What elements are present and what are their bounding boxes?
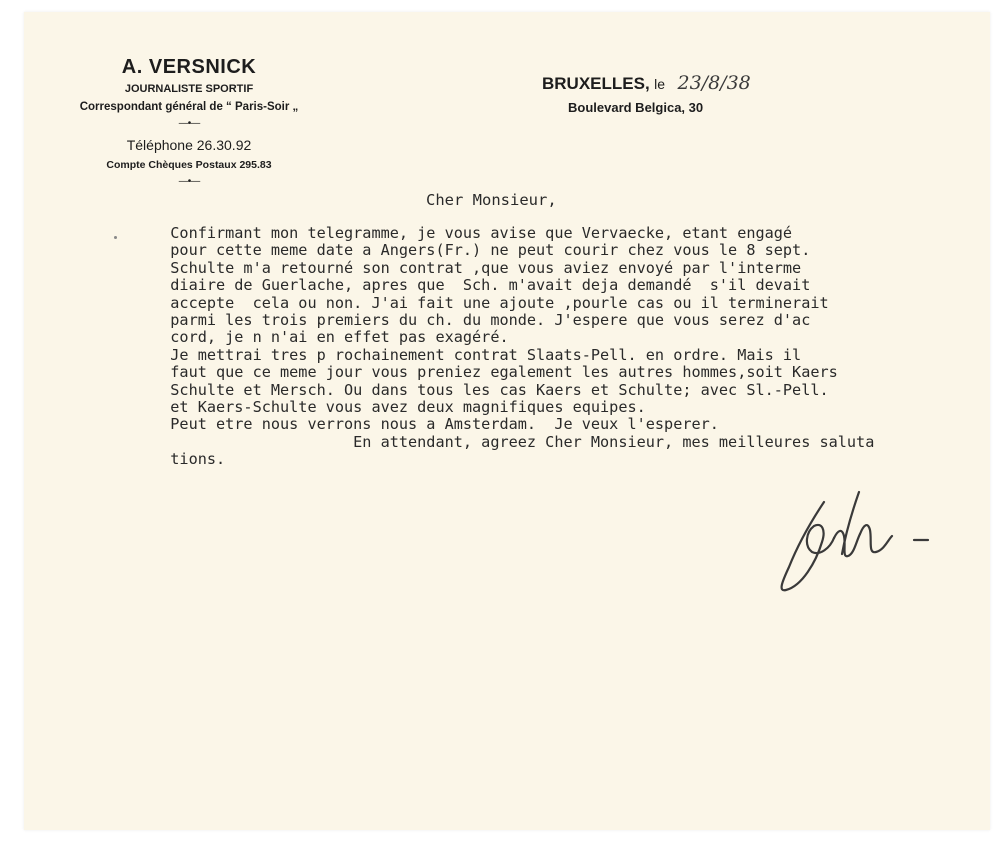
sender-name: A. VERSNICK xyxy=(121,56,257,78)
date-prefix: le xyxy=(654,76,666,92)
sender-role: JOURNALISTE SPORTIF xyxy=(124,83,254,95)
letter-line: Confirmant mon telegramme, je vous avise que Vervaecke, etant engagé xyxy=(152,224,793,242)
letter-line: et Kaers-Schulte vous avez deux magnifiques equipes. xyxy=(152,398,646,417)
letter-line: Je mettrai tres p rochainement contrat Slaats-Pell. en ordre. Mais il xyxy=(152,345,802,364)
letter-date: 23/8/38 xyxy=(677,72,751,94)
letter-line: tions. xyxy=(152,450,226,469)
sender-correspondent: Correspondant général de “ Paris-Soir „ xyxy=(79,101,299,113)
letter-sheet xyxy=(24,12,990,830)
letter-line: Peut etre nous verrons nous a Amsterdam. Je veux l'esperer. xyxy=(152,415,719,434)
sender-address: Boulevard Belgica, 30 xyxy=(568,100,704,115)
letter-line: diaire de Guerlache, apres que Sch. m'avait deja demandé s'il devait xyxy=(152,276,811,295)
letterhead-right xyxy=(542,72,751,115)
letterhead-separator-2: —•— xyxy=(178,176,200,187)
handwritten-signature xyxy=(764,482,974,602)
letter-body xyxy=(152,225,992,469)
letterhead-separator: —•— xyxy=(178,118,200,129)
sender-compte: Compte Chèques Postaux 295.83 xyxy=(106,159,272,171)
margin-dot xyxy=(114,236,117,239)
letter-line: accepte cela ou non. J'ai fait une ajoute ,pourle cas ou il terminerait xyxy=(152,293,829,312)
letter-greeting: Cher Monsieur, xyxy=(426,191,557,209)
letterhead-left xyxy=(64,56,314,195)
letter-line: parmi les trois premiers du ch. du monde. J'espere que vous serez d'ac xyxy=(152,311,811,330)
sender-city: BRUXELLES, xyxy=(542,74,650,93)
sender-telephone: Téléphone 26.30.92 xyxy=(126,137,252,153)
letter-line: Schulte et Mersch. Ou dans tous les cas Kaers et Schulte; avec Sl.-Pell. xyxy=(152,380,829,399)
letter-line: pour cette meme date a Angers(Fr.) ne peut courir chez vous le 8 sept. xyxy=(152,241,811,260)
letter-line: faut que ce meme jour vous preniez egalement les autres hommes,soit Kaers xyxy=(152,363,838,382)
letter-line: En attendant, agreez Cher Monsieur, mes meilleures saluta xyxy=(152,432,875,451)
letter-line: Schulte m'a retourné son contrat ,que vous aviez envoyé par l'interme xyxy=(152,258,802,277)
letter-line: cord, je n n'ai en effet pas exagéré. xyxy=(152,328,509,347)
